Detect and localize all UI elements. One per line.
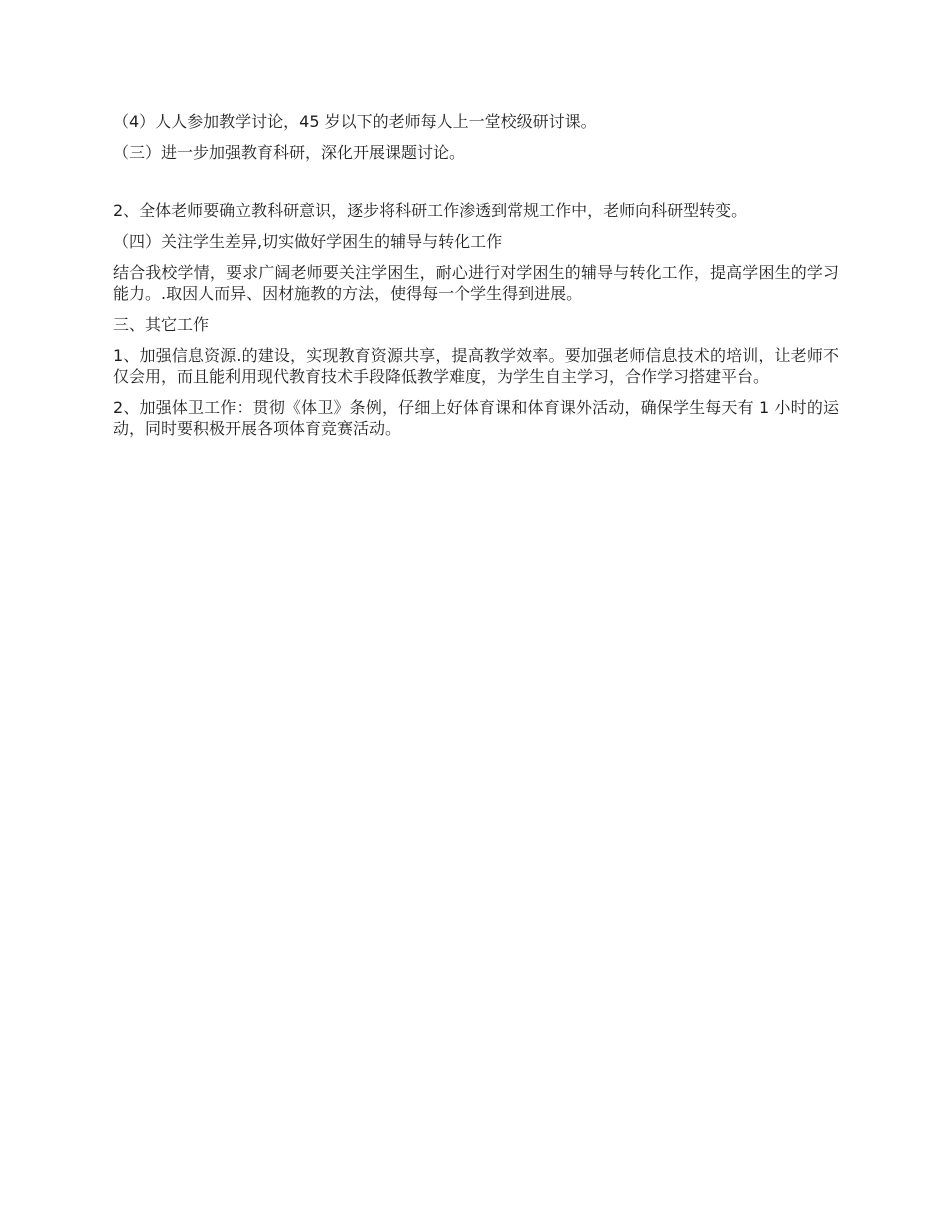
paragraph-struggling-students: 结合我校学情，要求广阔老师要关注学困生，耐心进行对学困生的辅导与转化工作，提高学困生的学习能力。.取因人而异、因材施教的方法，使得每一个学生得到进展。 [113, 263, 839, 303]
paragraph-heading-other-work: 三、其它工作 [113, 315, 210, 334]
paragraph-information-resources: 1、加强信息资源.的建设，实现教育资源共享，提高教学效率。要加强老师信息技术的培训，让老师不仅会用，而且能利用现代教育技术手段降低教学难度，为学生自主学习，合作学习搭建平台。 [113, 346, 839, 386]
paragraph-research-awareness: 2、全体老师要确立教科研意识，逐步将科研工作渗透到常规工作中，老师向科研型转变。 [113, 201, 748, 220]
paragraph-heading-research: （三）进一步加强教育科研，深化开展课题讨论。 [113, 143, 466, 162]
paragraph-research-lesson: （4）人人参加教学讨论，45 岁以下的老师每人上一堂校级研讨课。 [113, 112, 597, 131]
paragraph-physical-health: 2、加强体卫工作：贯彻《体卫》条例，仔细上好体育课和体育课外活动，确保学生每天有 1 小时的运动，同时要积极开展各项体育竞赛活动。 [113, 398, 839, 438]
document-body [113, 111, 839, 449]
paragraph-heading-student-differences: （四）关注学生差异,切实做好学困生的辅导与转化工作 [113, 232, 503, 251]
